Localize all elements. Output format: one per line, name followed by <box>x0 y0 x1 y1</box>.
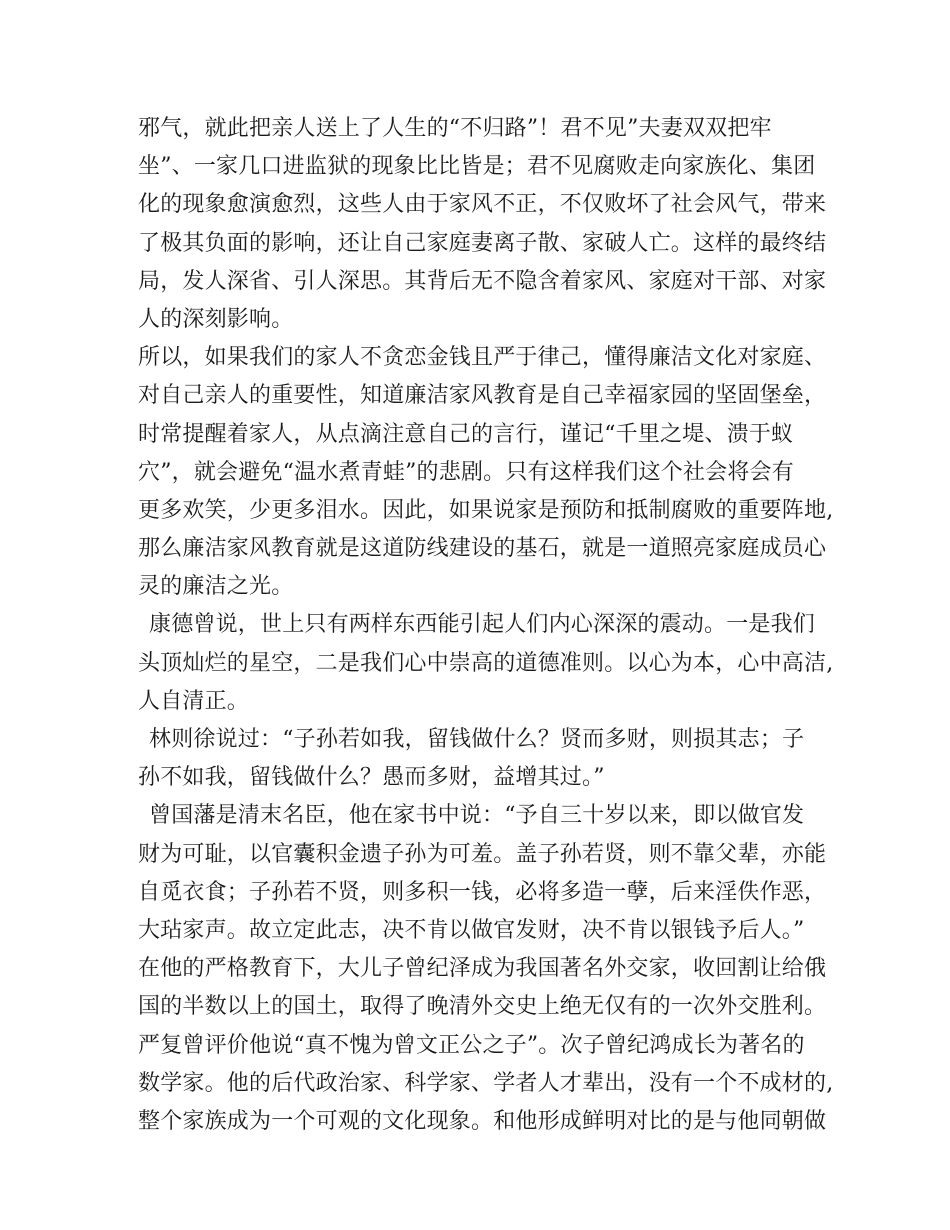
text-line: 林则徐说过：“子孙若如我，留钱做什么？贤而多财，则损其志；子 <box>149 727 805 752</box>
text-line: 财为可耻，以官囊积金遗子孙为可羞。盖子孙若贤，则不靠父辈，亦能 <box>138 841 827 867</box>
text-line: 人的深刻影响。 <box>138 306 294 332</box>
text-line: 时常提醒着家人，从点滴注意自己的言行，谨记“千里之堤、溃于蚁 <box>138 421 794 447</box>
text-line: 自觅衣食；子孙若不贤，则多积一钱，必将多造一孽，后来淫佚作恶， <box>138 879 827 905</box>
text-line: 灵的廉洁之光。 <box>138 574 294 600</box>
text-line: 孙不如我，留钱做什么？愚而多财，益增其过。” <box>138 765 605 791</box>
text-line: 在他的严格教育下，大儿子曾纪泽成为我国著名外交家，收回割让给俄 <box>138 956 827 982</box>
body-text <box>138 110 834 1141</box>
text-line: 更多欢笑，少更多泪水。因此，如果说家是预防和抵制腐败的重要阵地, <box>138 497 834 523</box>
text-line: 人自清正。 <box>138 688 250 714</box>
text-line: 整个家族成为一个可观的文化现象。和他形成鲜明对比的是与他同朝做 <box>138 1108 827 1134</box>
text-line: 穴”，就会避免“温水煮青蛙”的悲剧。只有这样我们这个社会将会有 <box>138 459 794 485</box>
text-line: 了极其负面的影响，还让自己家庭妻离子散、家破人亡。这样的最终结 <box>138 230 827 256</box>
text-line: 所以，如果我们的家人不贪恋金钱且严于律己，懂得廉洁文化对家庭、 <box>138 345 827 371</box>
text-line: 数学家。他的后代政治家、科学家、学者人才辈出，没有一个不成材的, <box>138 1070 834 1096</box>
text-line: 国的半数以上的国土，取得了晚清外交史上绝无仅有的一次外交胜利。 <box>138 994 827 1020</box>
text-line: 对自己亲人的重要性，知道廉洁家风教育是自己幸福家园的坚固堡垒， <box>138 383 827 409</box>
text-line: 康德曾说，世上只有两样东西能引起人们内心深深的震动。一是我们 <box>149 612 816 638</box>
text-line: 曾国藩是清末名臣，他在家书中说：“予自三十岁以来，即以做官发 <box>149 803 805 829</box>
text-line: 大玷家声。故立定此志，决不肯以做官发财，决不肯以银钱予后人。” <box>138 917 805 943</box>
text-line: 头顶灿烂的星空，二是我们心中崇高的道德准则。以心为本，心中高洁, <box>138 650 834 676</box>
text-line: 化的现象愈演愈烈，这些人由于家风不正，不仅败坏了社会风气，带来 <box>138 192 827 218</box>
text-line: 那么廉洁家风教育就是这道防线建设的基石，就是一道照亮家庭成员心 <box>138 536 827 562</box>
text-line: 坐”、一家几口进监狱的现象比比皆是；君不见腐败走向家族化、集团 <box>138 154 816 180</box>
text-line: 严复曾评价他说“真不愧为曾文正公之子”。次子曾纪鸿成长为著名的 <box>138 1032 805 1058</box>
text-line: 局，发人深省、引人深思。其背后无不隐含着家风、家庭对干部、对家 <box>138 268 827 294</box>
text-line: 邪气，就此把亲人送上了人生的“不归路”！君不见”夫妻双双把牢 <box>138 116 772 141</box>
